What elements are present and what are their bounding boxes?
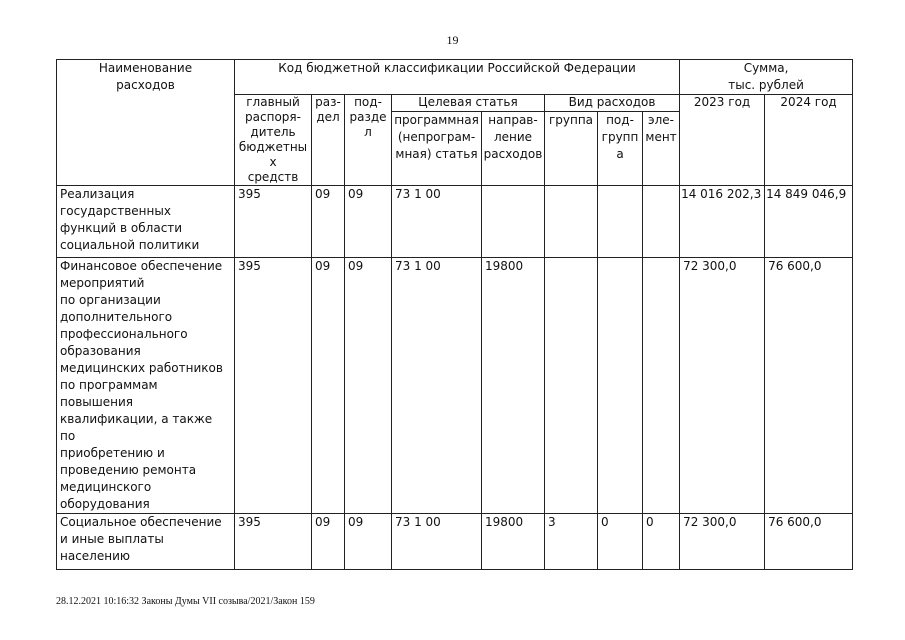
row-program-article: 73 1 00 bbox=[392, 258, 482, 514]
row-manager: 395 bbox=[235, 186, 312, 258]
header-subsection: под- раздел bbox=[345, 95, 392, 186]
row-section: 09 bbox=[312, 258, 345, 514]
row-subsection: 09 bbox=[345, 186, 392, 258]
budget-table bbox=[56, 59, 853, 570]
row-element bbox=[643, 258, 680, 514]
header-target-article: Целевая статья bbox=[392, 95, 545, 112]
row-name: Реализация государственных функций в области социальной политики bbox=[57, 186, 235, 258]
row-sum-2024: 76 600,0 bbox=[765, 258, 853, 514]
row-direction: 19800 bbox=[482, 514, 545, 570]
document-footer: 28.12.2021 10:16:32 Законы Думы VII созыва/2021/Закон 159 bbox=[56, 596, 315, 607]
header-expense-type: Вид расходов bbox=[545, 95, 680, 112]
row-subgroup bbox=[598, 186, 643, 258]
row-section: 09 bbox=[312, 186, 345, 258]
row-program-article: 73 1 00 bbox=[392, 186, 482, 258]
row-element: 0 bbox=[643, 514, 680, 570]
row-subsection: 09 bbox=[345, 514, 392, 570]
row-subgroup bbox=[598, 258, 643, 514]
row-group bbox=[545, 258, 598, 514]
row-direction bbox=[482, 186, 545, 258]
row-sum-2023: 72 300,0 bbox=[680, 514, 765, 570]
header-subgroup: под- группа bbox=[598, 112, 643, 186]
header-program-article: программная (непрограм- мная) статья bbox=[392, 112, 482, 186]
row-sum-2023: 72 300,0 bbox=[680, 258, 765, 514]
table-header bbox=[57, 60, 853, 186]
header-element: эле- мент bbox=[643, 112, 680, 186]
row-group bbox=[545, 186, 598, 258]
row-element bbox=[643, 186, 680, 258]
row-sum-2024: 76 600,0 bbox=[765, 514, 853, 570]
row-sum-2023: 14 016 202,3 bbox=[680, 186, 765, 258]
header-group: группа bbox=[545, 112, 598, 186]
row-manager: 395 bbox=[235, 258, 312, 514]
header-year-2024: 2024 год bbox=[765, 95, 853, 186]
header-code-group: Код бюджетной классификации Российской Федерации bbox=[235, 60, 680, 95]
row-subsection: 09 bbox=[345, 258, 392, 514]
header-main-manager: главный распоря- дитель бюджетных средств bbox=[235, 95, 312, 186]
row-subgroup: 0 bbox=[598, 514, 643, 570]
row-name: Социальное обеспечение и иные выплаты населению bbox=[57, 514, 235, 570]
table-body bbox=[57, 186, 853, 570]
row-group: 3 bbox=[545, 514, 598, 570]
header-sum-group: Сумма, тыс. рублей bbox=[680, 60, 853, 95]
header-name: Наименование расходов bbox=[57, 60, 235, 186]
row-sum-2024: 14 849 046,9 bbox=[765, 186, 853, 258]
row-program-article: 73 1 00 bbox=[392, 514, 482, 570]
table-row bbox=[57, 186, 853, 258]
row-section: 09 bbox=[312, 514, 345, 570]
table-row bbox=[57, 514, 853, 570]
row-name: Финансовое обеспечение мероприятий по организации дополнительного профессионального образования медицинских работников по программам повышения квалификации, а также по приобретению и проведению ремонта медицинского оборудования bbox=[57, 258, 235, 514]
row-direction: 19800 bbox=[482, 258, 545, 514]
page-number: 19 bbox=[446, 33, 459, 47]
header-year-2023: 2023 год bbox=[680, 95, 765, 186]
table-row bbox=[57, 258, 853, 514]
header-section: раз- дел bbox=[312, 95, 345, 186]
row-manager: 395 bbox=[235, 514, 312, 570]
header-direction: направ- ление расходов bbox=[482, 112, 545, 186]
